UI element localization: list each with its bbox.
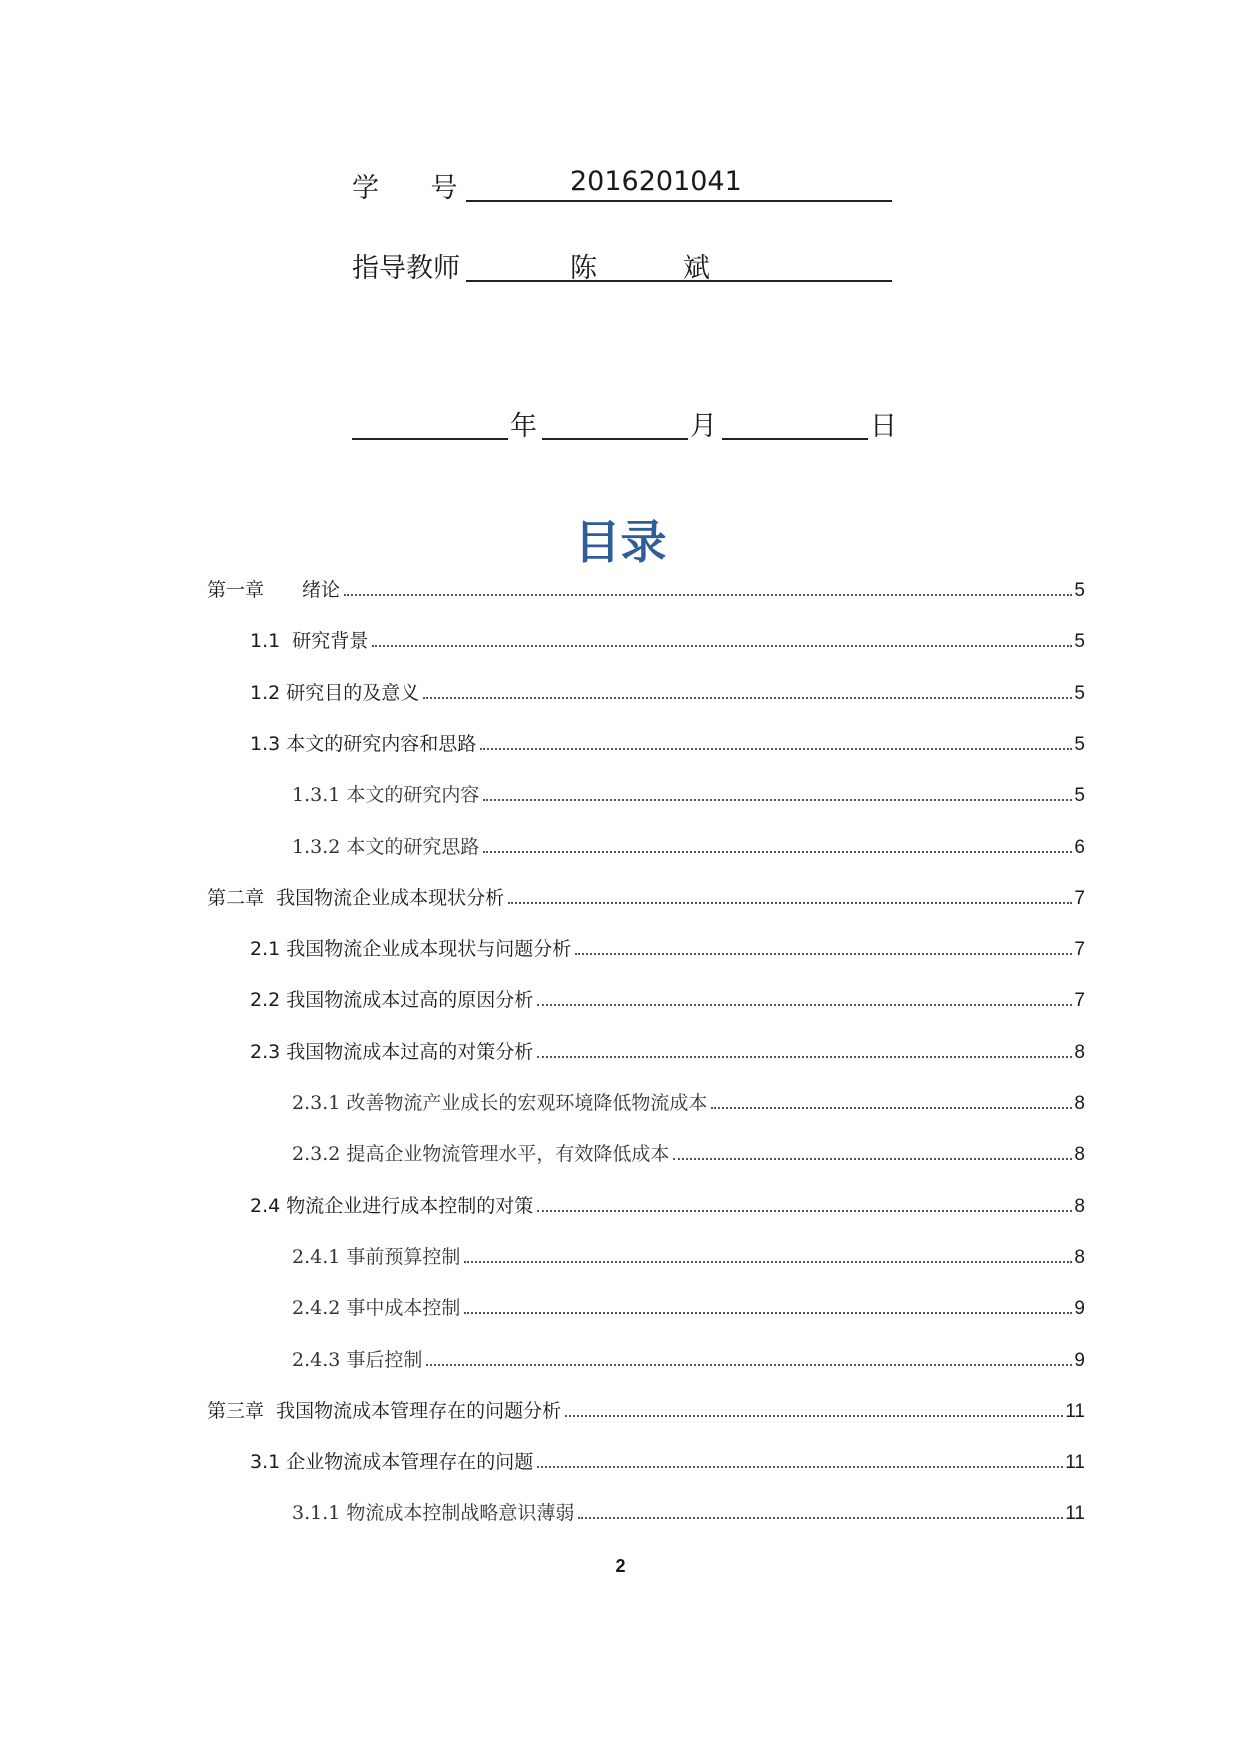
toc-dot-leader: [508, 901, 1072, 904]
toc-dot-leader: [537, 1209, 1072, 1212]
toc-entry-title: 2.1 我国物流企业成本现状与问题分析: [250, 938, 572, 960]
toc-entry-title: 2.3 我国物流成本过高的对策分析: [250, 1041, 534, 1063]
toc-entry-title: 1.2 研究目的及意义: [250, 682, 420, 704]
toc-entry[interactable]: [207, 572, 1085, 602]
toc-entry-title: 1.1 研究背景: [250, 630, 369, 652]
toc-dot-leader: [578, 1516, 1063, 1519]
toc-entry[interactable]: [250, 726, 1085, 756]
toc-entry-title: 3.1 企业物流成本管理存在的问题: [250, 1451, 534, 1473]
day-label: 日: [870, 411, 897, 442]
toc-entry-title: 1.3.2 本文的研究思路: [292, 836, 480, 858]
toc-entry-page: 11: [1065, 1503, 1085, 1524]
page-number: 2: [615, 1556, 626, 1576]
toc-entry-page: 5: [1074, 683, 1085, 704]
toc-dot-leader: [344, 593, 1072, 596]
toc-dot-leader: [464, 1311, 1072, 1314]
toc-dot-leader: [372, 644, 1072, 647]
year-label: 年: [510, 411, 537, 442]
student-id-label: 学 号: [352, 173, 458, 204]
toc-entry-title: 2.3.2 提高企业物流管理水平，有效降低成本: [292, 1143, 670, 1165]
toc-entry-title: 2.2 我国物流成本过高的原因分析: [250, 989, 534, 1011]
toc-entry[interactable]: [292, 1290, 1085, 1320]
student-id-value: 2016201041: [570, 166, 742, 197]
toc-entry-page: 8: [1074, 1093, 1085, 1114]
toc-entry-title: 第三章 我国物流成本管理存在的问题分析: [207, 1400, 562, 1422]
toc-entry-page: 7: [1074, 939, 1085, 960]
toc-title: 目录: [574, 515, 667, 569]
toc-entry-page: 9: [1074, 1298, 1085, 1319]
toc-entry-title: 2.4.1 事前预算控制: [292, 1246, 461, 1268]
toc-dot-leader: [426, 1363, 1072, 1366]
toc-entry[interactable]: [292, 1239, 1085, 1269]
toc-entry[interactable]: [250, 623, 1085, 653]
toc-entry-page: 8: [1074, 1196, 1085, 1217]
toc-entry-title: 1.3 本文的研究内容和思路: [250, 733, 477, 755]
toc-entry[interactable]: [207, 880, 1085, 910]
toc-dot-leader: [537, 1055, 1072, 1058]
toc-entry-page: 11: [1065, 1401, 1085, 1422]
month-label: 月: [690, 411, 717, 442]
toc-dot-leader: [565, 1414, 1063, 1417]
toc-entry-page: 8: [1074, 1247, 1085, 1268]
toc-entry-title: 第一章 绪论: [207, 579, 341, 601]
toc-entry-page: 7: [1074, 990, 1085, 1011]
toc-entry-page: 6: [1074, 837, 1085, 858]
toc-dot-leader: [423, 696, 1072, 699]
advisor-label: 指导教师: [352, 253, 460, 284]
toc-entry-page: 8: [1074, 1144, 1085, 1165]
toc-dot-leader: [483, 798, 1072, 801]
toc-entry-title: 1.3.1 本文的研究内容: [292, 784, 480, 806]
toc-entry-page: 5: [1074, 631, 1085, 652]
toc-entry-page: 8: [1074, 1042, 1085, 1063]
toc-dot-leader: [711, 1106, 1072, 1109]
toc-entry-title: 2.4 物流企业进行成本控制的对策: [250, 1195, 534, 1217]
toc-entry-page: 11: [1065, 1452, 1085, 1473]
toc-entry[interactable]: [292, 1495, 1085, 1525]
toc-entry-title: 3.1.1 物流成本控制战略意识薄弱: [292, 1502, 575, 1524]
toc-entry-page: 5: [1074, 785, 1085, 806]
toc-entry[interactable]: [250, 1444, 1085, 1474]
toc-entry[interactable]: [250, 675, 1085, 705]
toc-entry[interactable]: [292, 1085, 1085, 1115]
toc-entry[interactable]: [207, 1393, 1085, 1423]
toc-dot-leader: [483, 850, 1072, 853]
toc-entry-title: 第二章 我国物流企业成本现状分析: [207, 887, 505, 909]
toc-dot-leader: [480, 747, 1072, 750]
toc-entry-page: 5: [1074, 580, 1085, 601]
toc-entry[interactable]: [250, 1188, 1085, 1218]
toc-dot-leader: [464, 1260, 1072, 1263]
toc-dot-leader: [537, 1465, 1063, 1468]
advisor-value: 陈 斌: [570, 253, 710, 284]
toc-entry[interactable]: [292, 1342, 1085, 1372]
toc-entry-title: 2.3.1 改善物流产业成长的宏观环境降低物流成本: [292, 1092, 708, 1114]
toc-dot-leader: [575, 952, 1072, 955]
toc-entry-title: 2.4.2 事中成本控制: [292, 1297, 461, 1319]
toc-entry[interactable]: [292, 777, 1085, 807]
toc-entry[interactable]: [292, 1136, 1085, 1166]
toc-entry-page: 5: [1074, 734, 1085, 755]
toc-entry-title: 2.4.3 事后控制: [292, 1349, 423, 1371]
toc-entry-page: 7: [1074, 888, 1085, 909]
toc-entry[interactable]: [292, 829, 1085, 859]
toc-entry-page: 9: [1074, 1350, 1085, 1371]
toc-entry[interactable]: [250, 931, 1085, 961]
toc-entry[interactable]: [250, 982, 1085, 1012]
toc-dot-leader: [673, 1157, 1072, 1160]
toc-entry[interactable]: [250, 1034, 1085, 1064]
toc-dot-leader: [537, 1003, 1072, 1006]
